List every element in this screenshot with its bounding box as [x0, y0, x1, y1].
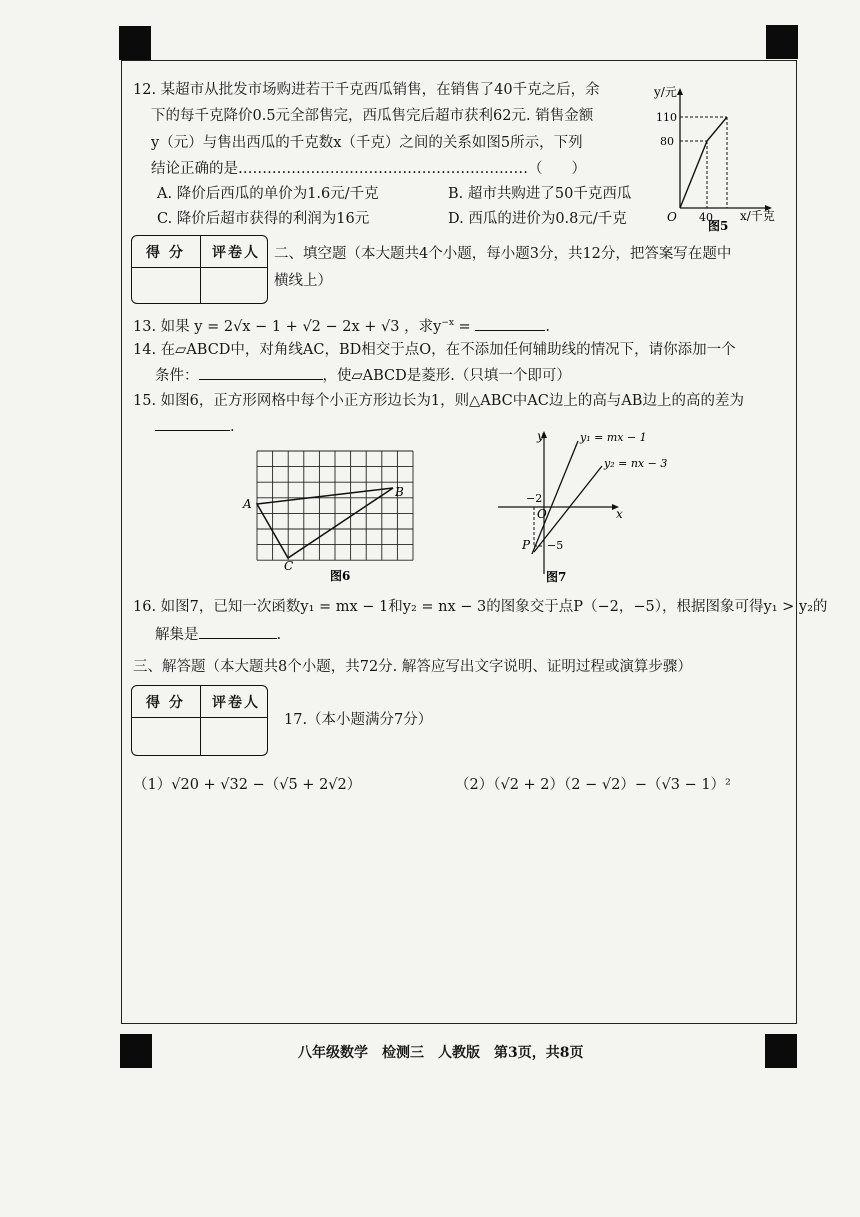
grader-label: 评卷人: [212, 245, 260, 261]
figure-5-graph: [650, 84, 790, 232]
fig5-tick-40: 40: [699, 211, 713, 224]
score-box-section-2: [131, 235, 268, 304]
section-2-title-line2: 横线上）: [274, 273, 332, 289]
q12-option-c: C. 降价后超市获得的利润为16元: [157, 211, 370, 227]
fig5-origin: O: [667, 210, 677, 224]
q12-option-d: D. 西瓜的进价为0.8元/千克: [448, 211, 627, 227]
q16-solution-label: 解集是: [155, 627, 199, 643]
q17-part-1: （1）√20 + √32 −（√5 + 2√2）: [133, 777, 362, 793]
q17-title: 17.（本小题满分7分）: [284, 712, 433, 728]
q12-line2: 下的每千克降价0.5元全部售完，西瓜售完后超市获利62元. 销售金额: [151, 108, 594, 124]
q14-condition-suffix: ，使▱ABCD是菱形.（只填一个即可）: [322, 368, 571, 384]
fig6-label-a: A: [243, 497, 252, 511]
figure-6-grid: [240, 446, 430, 584]
fig5-tick-110: 110: [656, 111, 677, 124]
arrow-up-icon: [677, 88, 683, 95]
q14-answer-blank[interactable]: [199, 365, 323, 380]
registration-mark-bottom-right: [765, 1034, 797, 1068]
fig7-label-line1: y₁ = mx − 1: [580, 431, 647, 444]
q12-line4: 结论正确的是……………………………………………………（ ）: [151, 161, 586, 177]
fig6-label-c: C: [284, 559, 294, 573]
q13-answer-blank[interactable]: [475, 316, 545, 331]
section-2-title-line1: 二、填空题（本大题共4个小题，每小题3分，共12分，把答案写在题中: [274, 246, 732, 262]
fig7-y-label: y: [537, 429, 544, 443]
registration-mark-bottom-left: [120, 1034, 152, 1068]
fig5-x-label: x/千克: [740, 209, 775, 223]
section-3-title: 三、解答题（本大题共8个小题，共72分. 解答应写出文字说明、证明过程或演算步骤）: [133, 659, 692, 675]
q14-condition-label: 条件：: [155, 368, 199, 384]
fig7-caption: 图7: [546, 570, 567, 584]
q13-eq: =: [453, 318, 476, 335]
q13: 13. 如果 y = 2√x − 1 + √2 − 2x + √3 ，求$y^{-x}$ = .: [133, 313, 550, 337]
fig7-label-minus-2: −2: [526, 492, 543, 505]
fig5-segment-1: [680, 141, 707, 208]
score-label: 得 分: [146, 695, 185, 711]
q12-option-b: B. 超市共购进了50千克西瓜: [448, 186, 632, 202]
fig6-caption: 图6: [330, 569, 351, 583]
q15-line2: .: [155, 416, 235, 437]
grader-label: 评卷人: [212, 695, 260, 711]
fig5-caption: 图5: [708, 219, 729, 232]
fig5-y-label: y/元: [654, 85, 677, 99]
q14-line1: 14. 在▱ABCD中，对角线AC，BD相交于点O，在不添加任何辅助线的情况下，请你添加一个: [133, 342, 736, 358]
q13-text: 13. 如果 y = 2√x − 1 + √2 − 2x + √3 ，求y: [133, 318, 442, 335]
q16-line1: 16. 如图7，已知一次函数y₁ = mx − 1和y₂ = nx − 3的图象交于点P（−2，−5），根据图象可得y₁ > y₂的: [133, 599, 828, 615]
score-box-section-3: [131, 685, 268, 756]
fig7-label-p: P: [522, 538, 531, 552]
q12-line3: y（元）与售出西瓜的千克数x（千克）之间的关系如图5所示，下列: [151, 135, 583, 151]
q15-answer-blank[interactable]: [155, 416, 230, 431]
score-label: 得 分: [146, 245, 185, 261]
q16-line2: 解集是 .: [155, 624, 281, 645]
registration-mark-top-left: [119, 26, 151, 60]
fig6-label-b: B: [395, 485, 404, 499]
q17-part-2: （2）（√2 + 2）（2 − √2）−（√3 − 1）²: [455, 777, 731, 793]
page-footer: 八年级数学 检测三 人教版 第3页，共8页: [298, 1045, 584, 1061]
registration-mark-top-right: [766, 25, 798, 59]
fig5-segment-2: [707, 117, 727, 141]
q16-answer-blank[interactable]: [199, 624, 277, 639]
fig5-tick-80: 80: [660, 135, 674, 148]
fig7-label-line2: y₂ = nx − 3: [604, 457, 668, 470]
triangle-abc: [257, 488, 393, 558]
q12-line1: 12. 某超市从批发市场购进若干千克西瓜销售，在销售了40千克之后，余: [133, 82, 600, 98]
fig7-x-label: x: [616, 507, 623, 521]
q15-line1: 15. 如图6，正方形网格中每个小正方形边长为1，则△ABC中AC边上的高与AB边上的高的差为: [133, 393, 744, 409]
q12-option-a: A. 降价后西瓜的单价为1.6元/千克: [157, 186, 379, 202]
q14-line2: [155, 365, 571, 386]
q13-exponent: −x: [441, 318, 454, 328]
fig7-label-minus-5: −5: [547, 539, 564, 552]
figure-7-graph: [494, 424, 674, 586]
fig7-origin: O: [537, 507, 547, 521]
